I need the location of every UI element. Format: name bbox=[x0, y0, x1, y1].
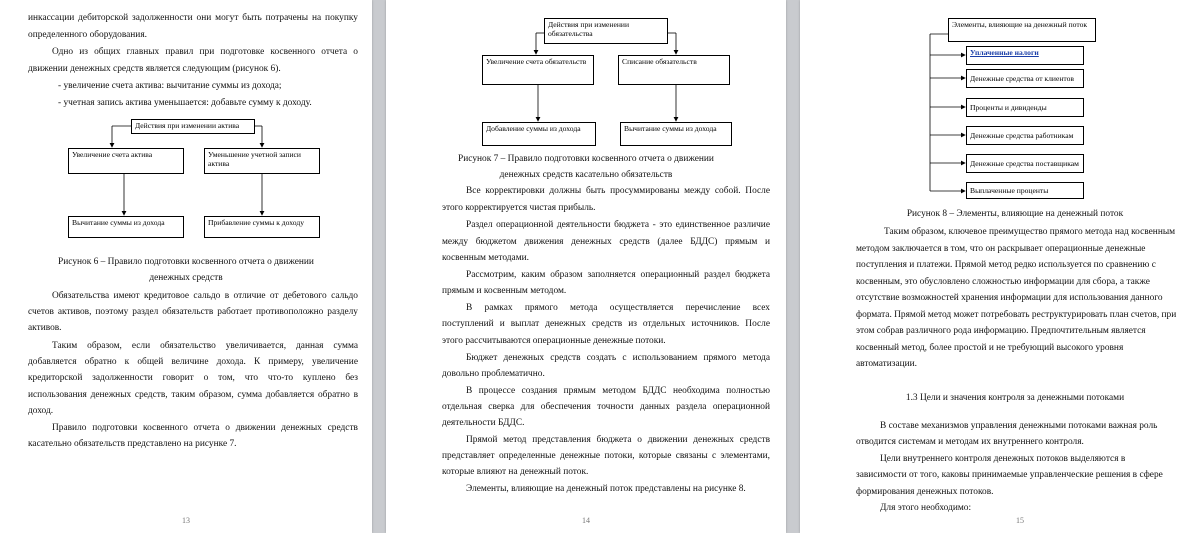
diagram-root-box: Действия при изменении обязательства bbox=[544, 18, 668, 44]
figure-caption: Рисунок 6 – Правило подготовки косвенного отчета о движении bbox=[58, 257, 314, 267]
diagram-item-box: Выплаченные проценты bbox=[966, 182, 1084, 199]
paragraph-line: которые влияют на денежный поток. bbox=[442, 467, 589, 477]
paragraph-line: активов. bbox=[28, 323, 62, 333]
paragraph-line: методом заключается в том, что он раскрывает операционные денежные bbox=[856, 244, 1146, 254]
paragraph-line: определенного оборудования. bbox=[28, 30, 147, 40]
diagram-item-box: Проценты и дивиденды bbox=[966, 98, 1084, 117]
paragraph-line: Элементы, влияющие на денежный поток представлены на рисунке 8. bbox=[466, 484, 746, 494]
diagram-item-link[interactable]: Уплаченные налоги bbox=[970, 48, 1039, 57]
diagram-left-box: Увеличение счета актива bbox=[68, 148, 184, 174]
paragraph-line: этого рассчитываются операционные денежные потоки. bbox=[442, 336, 666, 346]
paragraph-line: Одно из общих главных правил при подготовке косвенного отчета о bbox=[52, 47, 358, 57]
figure-caption: Рисунок 7 – Правило подготовки косвенного отчета о движении bbox=[458, 154, 714, 164]
paragraph-line: Прямой метод представления бюджета о движении денежных средств bbox=[466, 435, 770, 445]
page-number: 13 bbox=[182, 516, 190, 525]
diagram-right-box: Уменьшение учетной записи актива bbox=[204, 148, 320, 174]
paragraph-line: Все корректировки должны быть просуммированы между собой. После bbox=[466, 186, 770, 196]
paragraph-line: В процессе создания прямым методом БДДС необходима полностью bbox=[466, 386, 770, 396]
diagram-right-result-box: Вычитание суммы из дохода bbox=[620, 122, 732, 146]
paragraph-line: между бюджетом движения денежных средств (далее БДДС) прямым и bbox=[442, 237, 770, 247]
page-13 bbox=[0, 0, 372, 533]
paragraph-line: Рассмотрим, каким образом заполняется операционный раздел бюджета bbox=[466, 270, 770, 280]
paragraph-line: использования денежных средств, таким образом, сумма добавляется обратно в bbox=[28, 390, 358, 400]
figure-caption: Рисунок 8 – Элементы, влияющие на денежный поток bbox=[906, 209, 1124, 219]
paragraph-line: косвенным методами. bbox=[442, 253, 530, 263]
paragraph-line: счетов активов, поэтому раздел обязательств работает противоположно разделу bbox=[28, 307, 358, 317]
diagram-right-result-box: Прибавление суммы к доходу bbox=[204, 216, 320, 238]
paragraph-line: формата. Прямой метод может потребовать реструктурировать план счетов, при bbox=[856, 310, 1177, 320]
diagram-item-box: Денежные средства от клиентов bbox=[966, 69, 1084, 88]
paragraph-line: добавляется обратно к общей величине дохода. К примеру, увеличение bbox=[28, 357, 358, 367]
paragraph-line: этого корректируется чистая прибыль. bbox=[442, 203, 596, 213]
paragraph-line: инкассации дебиторской задолженности они могут быть потрачены на покупку bbox=[28, 13, 358, 23]
paragraph-line: этом собрав различного рода информацию. Предпочтительным является bbox=[856, 326, 1146, 336]
list-item: - увеличение счета актива: вычитание суммы из дохода; bbox=[58, 81, 282, 91]
page-number: 15 bbox=[1016, 516, 1024, 525]
paragraph-line: Обязательства имеют кредитовое сальдо в отличие от дебетового сальдо bbox=[52, 291, 358, 301]
diagram-item-box: Денежные средства работникам bbox=[966, 126, 1084, 145]
paragraph-line: довольно проблематично. bbox=[442, 369, 545, 379]
section-heading: 1.3 Цели и значения контроля за денежными потоками bbox=[905, 393, 1125, 403]
paragraph-line: Бюджет денежных средств создать с использованием прямого метода bbox=[466, 353, 770, 363]
diagram-left-box: Увеличение счета обязательств bbox=[482, 55, 594, 85]
page-number: 14 bbox=[582, 516, 590, 525]
figure-caption: денежных средств bbox=[149, 273, 223, 283]
paragraph-line: деятельности БДДС. bbox=[442, 418, 525, 428]
paragraph-line: Таким образом, если обязательство увеличивается, данная сумма bbox=[52, 341, 358, 351]
paragraph-line: отдельная сверка для обеспечения точности данных раздела операционной bbox=[442, 402, 770, 412]
paragraph-line: отсутствие возможностей хранения информации для использования данного bbox=[856, 293, 1163, 303]
paragraph-line: автоматизации. bbox=[856, 359, 917, 369]
paragraph-line: Таким образом, ключевое преимущество прямого метода над косвенным bbox=[884, 227, 1176, 237]
paragraph-line: В составе механизмов управления денежными потоками важная роль bbox=[880, 421, 1158, 431]
diagram-right-box: Списание обязательств bbox=[618, 55, 730, 85]
paragraph-line: Для этого необходимо: bbox=[880, 503, 972, 513]
paragraph-line: косвенным, это обусловлено сложностью информации для сбора, а также bbox=[856, 277, 1150, 287]
diagram-left-result-box: Добавление суммы из дохода bbox=[482, 122, 596, 146]
paragraph-line: представляет определенные денежные потоки, которые связаны с элементами, bbox=[442, 451, 770, 461]
diagram-root-box: Действия при изменении актива bbox=[131, 119, 255, 134]
paragraph-line: движении денежных средств является следующим (рисунок 6). bbox=[28, 64, 281, 74]
paragraph-line: кредиторской задолженности говорит о том, что что-то куплено без bbox=[28, 373, 358, 383]
page-14 bbox=[386, 0, 786, 533]
paragraph-line: прямым и косвенным методом. bbox=[442, 286, 567, 296]
diagram-left-result-box: Вычитание суммы из дохода bbox=[68, 216, 184, 238]
paragraph-line: Раздел операционной деятельности бюджета - это единственное различие bbox=[466, 220, 770, 230]
paragraph-line: формирования денежных потоков. bbox=[856, 487, 994, 497]
diagram-item-box bbox=[966, 46, 1084, 65]
paragraph-line: касательно обязательств представлено на рисунке 7. bbox=[28, 439, 237, 449]
paragraph-line: Цели внутреннего контроля денежных потоков выделяются в bbox=[880, 454, 1126, 464]
paragraph-line: зависимости от того, каковы принимаемые управленческие решения в сфере bbox=[856, 470, 1163, 480]
paragraph-line: отводится системам и методам их внутреннего контроля. bbox=[856, 437, 1084, 447]
paragraph-line: В рамках прямого метода осуществляется перечисление всех bbox=[466, 303, 770, 313]
paragraph-line: поступления и платежи. Прямой метод редко используется по сравнению с bbox=[856, 260, 1156, 270]
list-item: - учетная запись актива уменьшается: добавьте сумму к доходу. bbox=[58, 98, 312, 108]
figure-caption: денежных средств касательно обязательств bbox=[499, 170, 673, 180]
paragraph-line: Правило подготовки косвенного отчета о движении денежных средств bbox=[52, 423, 358, 433]
page-15 bbox=[800, 0, 1200, 533]
diagram-root-box: Элементы, влияющие на денежный поток bbox=[948, 18, 1096, 42]
paragraph-line: доход. bbox=[28, 406, 54, 416]
diagram-item-box: Денежные средства поставщикам bbox=[966, 154, 1084, 173]
paragraph-line: поступлений и выплат денежных средств из отдельных источников. После bbox=[442, 319, 770, 329]
paragraph-line: косвенный метод, более простой и не требующий высокого уровня bbox=[856, 343, 1124, 353]
